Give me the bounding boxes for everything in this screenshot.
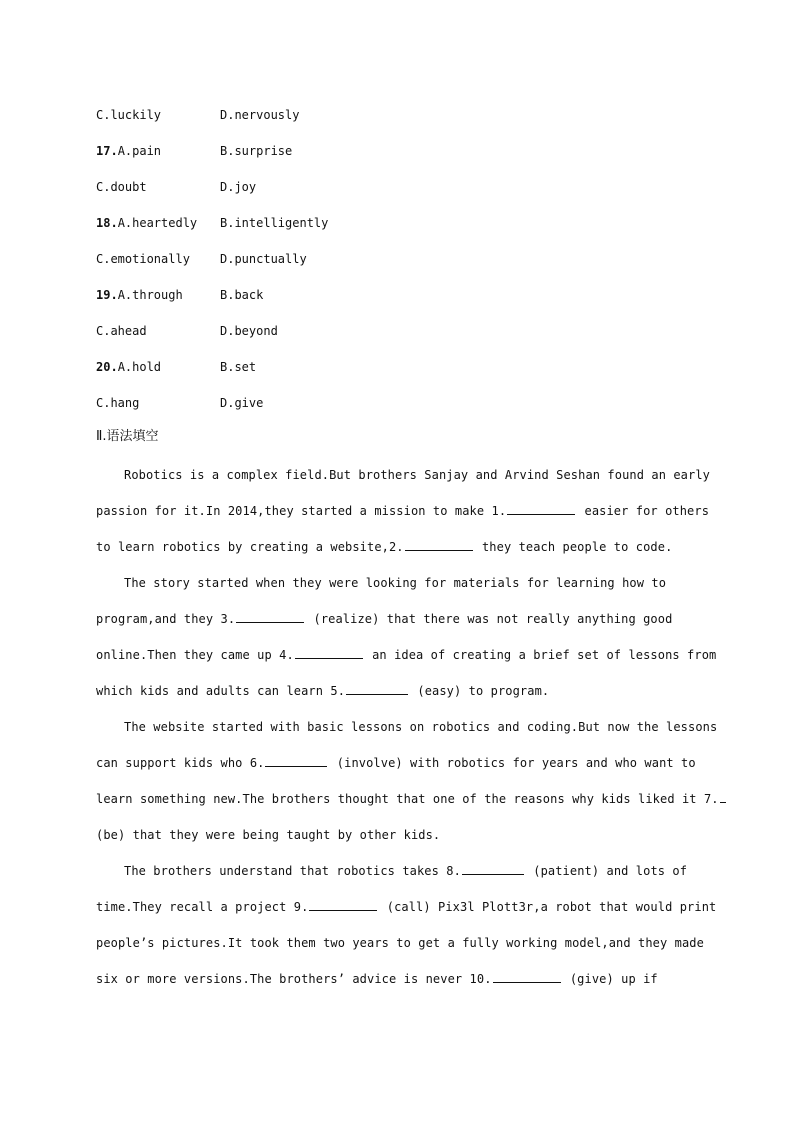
- option-b: D.joy: [220, 180, 257, 194]
- passage-line: time.They recall a project 9. (call) Pix3l Plott3r,a robot that would print: [96, 900, 717, 914]
- option-b: B.set: [220, 360, 257, 374]
- option-b: D.punctually: [220, 252, 307, 266]
- option-a: C.luckily: [96, 108, 162, 122]
- passage-line: can support kids who 6. (involve) with robotics for years and who want to: [96, 756, 696, 770]
- option-a: 20.A.hold: [96, 360, 162, 374]
- answer-blank-6[interactable]: [265, 754, 327, 767]
- passage-line: The brothers understand that robotics takes 8. (patient) and lots of: [124, 864, 688, 878]
- option-a: C.doubt: [96, 180, 147, 194]
- answer-blank-4[interactable]: [295, 646, 363, 659]
- option-b: B.intelligently: [220, 216, 329, 230]
- option-b: D.beyond: [220, 324, 278, 338]
- option-a: C.hang: [96, 396, 140, 410]
- option-a: 17.A.pain: [96, 144, 162, 158]
- passage-line: online.Then they came up 4. an idea of creating a brief set of lessons from: [96, 648, 717, 662]
- answer-blank-7[interactable]: [720, 790, 726, 803]
- section-title: Ⅱ.语法填空: [96, 429, 159, 444]
- answer-blank-10[interactable]: [493, 970, 561, 983]
- answer-blank-1[interactable]: [507, 502, 575, 515]
- option-b: D.give: [220, 396, 264, 410]
- answer-blank-2[interactable]: [405, 538, 473, 551]
- option-a: C.emotionally: [96, 252, 190, 266]
- answer-blank-5[interactable]: [346, 682, 408, 695]
- passage-line: people’s pictures.It took them two years to get a fully working model,and they made: [96, 936, 704, 950]
- passage-line: Robotics is a complex field.But brothers Sanjay and Arvind Seshan found an early: [124, 468, 710, 482]
- passage-line: passion for it.In 2014,they started a mission to make 1. easier for others: [96, 504, 710, 518]
- passage-line: which kids and adults can learn 5. (easy) to program.: [96, 684, 550, 698]
- option-b: D.nervously: [220, 108, 300, 122]
- answer-blank-3[interactable]: [236, 610, 304, 623]
- option-a: C.ahead: [96, 324, 147, 338]
- passage-line: six or more versions.The brothers’ advice is never 10. (give) up if: [96, 972, 658, 986]
- passage-line: The website started with basic lessons on robotics and coding.But now the lessons: [124, 720, 718, 734]
- option-b: B.back: [220, 288, 264, 302]
- option-a: 18.A.heartedly: [96, 216, 198, 230]
- passage-line: The story started when they were looking for materials for learning how to: [124, 576, 667, 590]
- passage-line: learn something new.The brothers thought that one of the reasons why kids liked it 7.: [96, 790, 728, 808]
- passage-line: program,and they 3. (realize) that there was not really anything good: [96, 612, 673, 626]
- answer-blank-9[interactable]: [309, 898, 377, 911]
- option-b: B.surprise: [220, 144, 293, 158]
- passage-line: (be) that they were being taught by other kids.: [96, 828, 441, 842]
- answer-blank-8[interactable]: [462, 862, 524, 875]
- passage-line: to learn robotics by creating a website,2. they teach people to code.: [96, 540, 673, 554]
- option-a: 19.A.through: [96, 288, 183, 302]
